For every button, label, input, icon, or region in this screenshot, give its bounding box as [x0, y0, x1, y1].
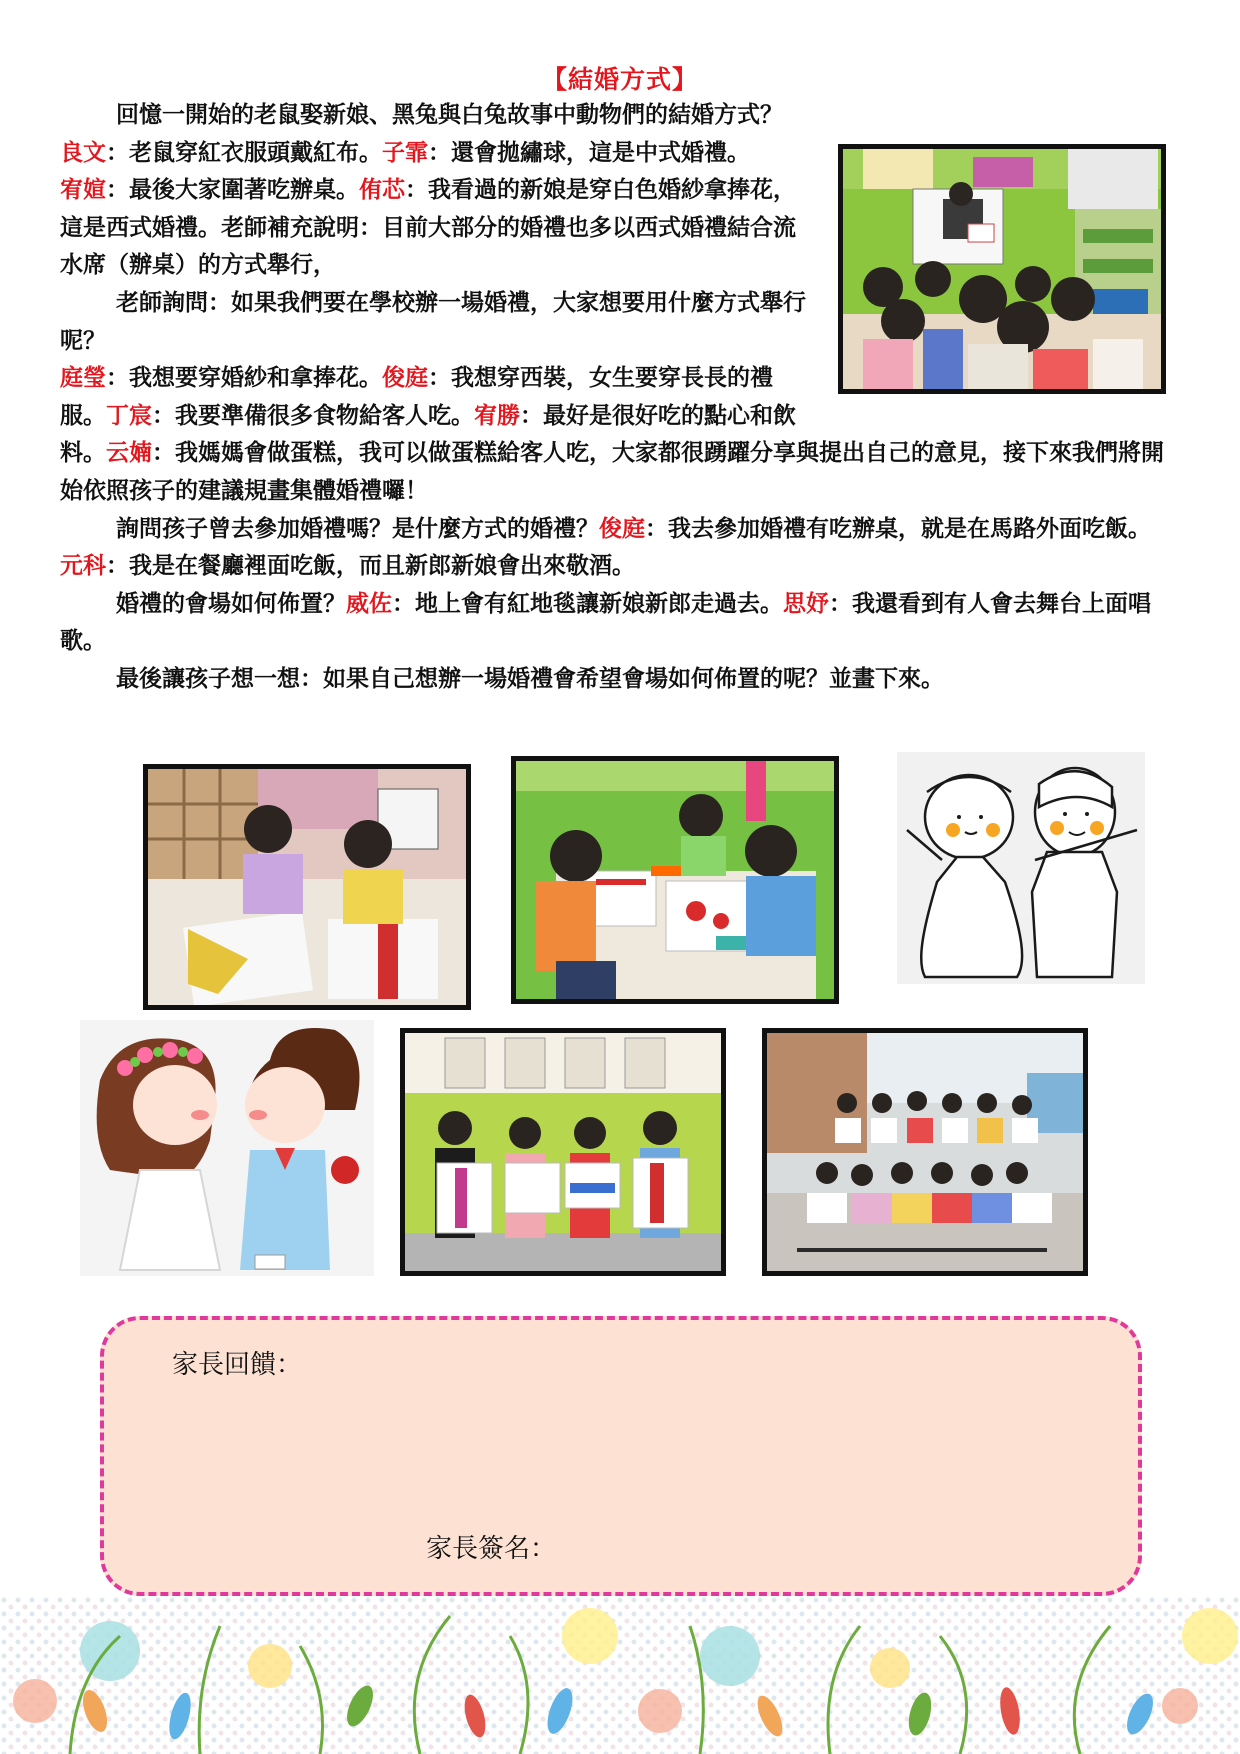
- parent-feedback-box[interactable]: [100, 1316, 1142, 1596]
- children-coloring-photo: [511, 756, 839, 1004]
- children-drawing-photo: [143, 764, 471, 1010]
- paragraph-text: ：我還看到有人會去舞台上面唱歌。: [60, 589, 1151, 655]
- paragraph-text: ：我是在餐廳裡面吃飯，而且新郎新娘會出來敬酒。: [106, 552, 635, 580]
- paragraph-text: 老師詢問：如果我們要在學校辦一場婚禮，大家想要用什麼方式舉行呢？: [60, 288, 806, 354]
- speaker-name: 庭瑩: [60, 364, 106, 392]
- speaker-name: 丁宸: [106, 401, 152, 429]
- paragraph-text: ：我看過的新娘是穿白色婚紗拿捧花，這是西式婚禮。老師補充說明：目前大部分的婚禮也多以西式婚禮結合流水席（辦桌）的方式舉行，: [60, 176, 796, 279]
- paragraph-text: 回憶一開始的老鼠娶新娘、黑兔與白兔故事中動物們的結婚方式？: [116, 101, 783, 128]
- paragraph-text: ：最好是很好吃的點心和飲料。: [60, 401, 796, 467]
- parent-feedback-label: 家長回饋：: [172, 1350, 303, 1380]
- paragraph-text: ：我去參加婚禮有吃辦桌，就是在馬路外面吃飯。: [645, 514, 1151, 542]
- paragraph-text: ：我想要穿婚紗和拿捧花。: [106, 364, 382, 392]
- paragraph-text: 婚禮的會場如何佈置？: [116, 589, 346, 617]
- paragraph-text: ：我媽媽會做蛋糕，我可以做蛋糕給客人吃，大家都很踴躍分享與提出自己的意見，接下來我們將開始依照孩子的建議規畫集體婚禮囉！: [60, 439, 1164, 504]
- paragraph-text: 詢問孩子曾去參加婚禮嗎？是什麼方式的婚禮？: [116, 514, 599, 542]
- paragraph-text: ：還會拋繡球，這是中式婚禮。: [428, 138, 750, 166]
- floral-footer-decoration: [0, 1596, 1240, 1754]
- paragraph-text: ：我想穿西裝，女生要穿長長的禮服。: [60, 364, 773, 429]
- speaker-name: 宥媗: [60, 176, 106, 204]
- parent-signature-label: 家長簽名：: [426, 1534, 557, 1564]
- speaker-name: 俊庭: [599, 514, 645, 542]
- paragraph-text: ：最後大家圍著吃辦桌。: [106, 176, 359, 204]
- bride-groom-sketch: [897, 752, 1145, 984]
- paragraph-text: ：地上會有紅地毯讓新娘新郎走過去。: [392, 589, 783, 617]
- paragraph: [60, 660, 1172, 698]
- speaker-name: 侑芯: [359, 176, 405, 204]
- article-body: [60, 96, 1172, 698]
- speaker-name: 云婻: [106, 439, 152, 467]
- paragraph: [60, 510, 1172, 585]
- speaker-name: 宥勝: [474, 401, 520, 429]
- class-group-photo: [762, 1028, 1088, 1276]
- bride-groom-kiss-cartoon: [80, 1020, 374, 1276]
- paragraph-text: ：老鼠穿紅衣服頭戴紅布。: [106, 138, 382, 166]
- paragraph: [60, 585, 1172, 660]
- speaker-name: 威佐: [346, 589, 392, 617]
- page-title: 【結婚方式】: [541, 65, 698, 94]
- paragraph: [60, 96, 1172, 134]
- speaker-name: 良文: [60, 138, 106, 166]
- classroom-storytime-photo: [838, 144, 1166, 394]
- paragraph-text: 最後讓孩子想一想：如果自己想辦一場婚禮會希望會場如何佈置的呢？並畫下來。: [116, 664, 944, 692]
- speaker-name: 思妤: [783, 589, 829, 617]
- children-holding-drawings-photo: [400, 1028, 726, 1276]
- speaker-name: 元科: [60, 552, 106, 580]
- speaker-name: 俊庭: [382, 364, 428, 392]
- paragraph-text: ：我要準備很多食物給客人吃。: [152, 401, 474, 429]
- speaker-name: 子霏: [382, 138, 428, 166]
